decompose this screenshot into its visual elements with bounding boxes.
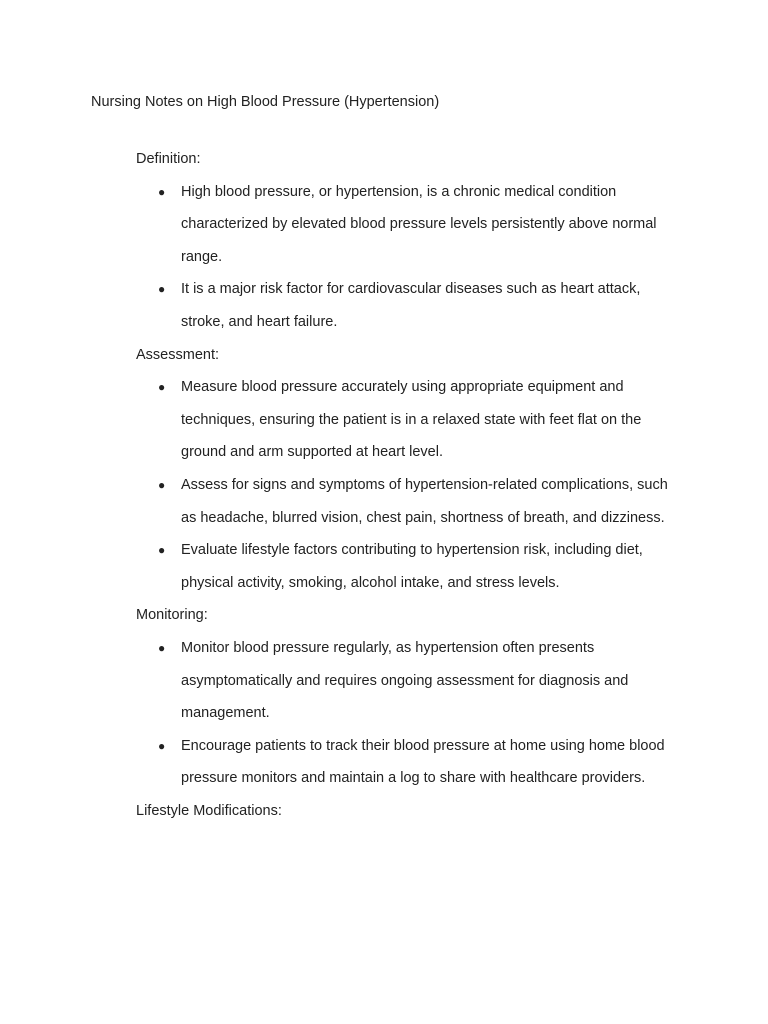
bullet-icon: ● — [158, 543, 166, 558]
section-assessment — [136, 339, 696, 600]
bullet-icon: ● — [158, 380, 166, 395]
list-item-text: High blood pressure, or hypertension, is a chronic medical condition characterized by elevated blood pressure levels persistently above normal range. — [181, 183, 657, 265]
bullet-icon: ● — [158, 184, 166, 199]
bullet-icon: ● — [158, 477, 166, 492]
list-item — [136, 273, 681, 338]
section-monitoring — [136, 599, 696, 795]
bullet-list — [136, 176, 696, 339]
list-item — [136, 632, 681, 730]
section-definition — [136, 143, 696, 339]
list-item — [136, 730, 681, 795]
sections-container — [136, 143, 696, 827]
list-item-text: Encourage patients to track their blood pressure at home using home blood pressure monitors and maintain a log to share with healthcare providers. — [181, 737, 665, 787]
section-heading: Monitoring: — [136, 607, 208, 624]
list-item-text: Assess for signs and symptoms of hypertension-related complications, such as headache, blurred vision, chest pain, shortness of breath, and dizziness. — [181, 476, 668, 526]
bullet-icon: ● — [158, 738, 166, 753]
list-item-text: Monitor blood pressure regularly, as hypertension often presents asymptomatically and requires ongoing assessment for diagnosis and management. — [181, 639, 629, 722]
list-item-text: Evaluate lifestyle factors contributing to hypertension risk, including diet, physical activity, smoking, alcohol intake, and stress levels. — [181, 542, 643, 591]
list-item-text: It is a major risk factor for cardiovascular diseases such as heart attack, stroke, and heart failure. — [181, 281, 641, 330]
bullet-icon: ● — [158, 640, 166, 655]
list-item-text: Measure blood pressure accurately using appropriate equipment and techniques, ensuring the patient is in a relaxed state with feet flat on the ground and arm supported at heart level. — [181, 379, 642, 461]
section-heading: Assessment: — [136, 346, 219, 363]
section-heading: Lifestyle Modifications: — [136, 802, 282, 819]
list-item — [136, 469, 681, 534]
list-item — [136, 176, 681, 274]
list-item — [136, 371, 681, 469]
section-lifestyle-modifications — [136, 795, 696, 828]
bullet-list — [136, 632, 696, 795]
bullet-icon: ● — [158, 282, 166, 297]
section-heading: Definition: — [136, 151, 201, 167]
list-item — [136, 534, 681, 599]
document-title: Nursing Notes on High Blood Pressure (Hypertension) — [91, 94, 440, 110]
bullet-list — [136, 371, 696, 599]
